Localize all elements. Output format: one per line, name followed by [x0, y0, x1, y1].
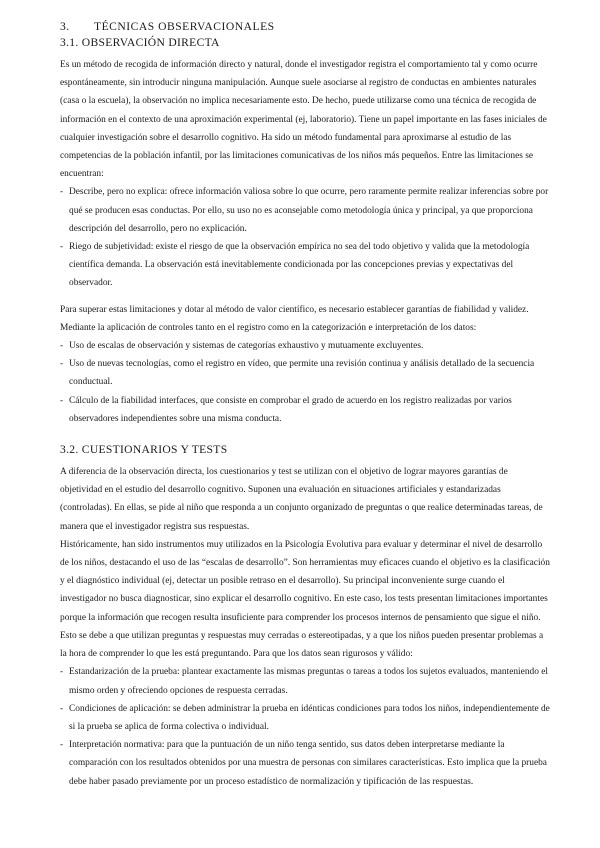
list-item: - Uso de escalas de observación y sistemas de categorías exhaustivo y mutuamente excluyentes. — [60, 337, 552, 355]
list-item: - Uso de nuevas tecnologías, como el registro en vídeo, que permite una revisión continua y análisis detallado de la secuencia conductual. — [60, 355, 552, 391]
section-title: TÉCNICAS OBSERVACIONALES — [94, 20, 275, 33]
list-item: - Condiciones de aplicación: se deben administrar la prueba en idénticas condiciones para todos los niños, independientemente de si la prueba se aplica de forma colectiva o individual. — [60, 700, 552, 736]
paragraph-cuestionarios-1: A diferencia de la observación directa, los cuestionarios y test se utilizan con el objetivo de lograr mayores garantías de objetividad en el estudio del desarrollo cognitivo. Suponen una evaluación en situaciones artificiales y estandarizadas (controladas). En ellas, se pide al niño que responda a un conjunto organizado de preguntas o que realice determinadas tareas, de manera que el investigador registra sus respuestas. — [60, 467, 543, 532]
subsection-title-observacion: 3.1. OBSERVACIÓN DIRECTA — [60, 36, 220, 49]
spacer — [60, 293, 552, 301]
list-item: - Cálculo de la fiabilidad interfaces, que consiste en comprobar el grado de acuerdo en los registro realizadas por varios observadores independientes sobre una misma conducta. — [60, 392, 552, 428]
paragraph-observacion-intro: Es un método de recogida de información directo y natural, donde el investigador registra el comportamiento tal y como ocurre espontáneamente, sin introducir ninguna manipulación. Aunque suele asociarse al registro de conductas en ambientes naturales (casa o la escuela), la observación no implica necesariamente esto. De hecho, puede utilizarse como una técnica de recogida de información en el contexto de una aproximación experimental (ej, laboratorio). Tiene un papel importante en las fases iniciales de cualquier investigación sobre el desarrollo cognitivo. Ha sido un método fundamental para aproximarse al estudio de las competencias de la población infantil, por las limitaciones comunicativas de los niños más pequeños. Entre las limitaciones se encuentran: — [60, 60, 547, 180]
spacer — [60, 428, 552, 437]
list-item: - Describe, pero no explica: ofrece información valiosa sobre lo que ocurre, pero raramente permite realizar inferencias sobre por qué se producen esas conductas. Por ello, su uso no es aconsejable como metodología única y principal, ya que proporciona descripción del desarrollo, pero no explicación. — [60, 183, 552, 238]
section-heading — [60, 20, 552, 36]
guarantees-list — [60, 337, 552, 428]
paragraph-cuestionarios-2: Históricamente, han sido instrumentos muy utilizados en la Psicología Evolutiva para evaluar y determinar el nivel de desarrollo de los niños, destacando el uso de las “escalas de desarrollo”. Son herramientas muy eficaces cuando el objetivo es la clasificación y el diagnóstico individual (ej, detectar un posible retraso en el desarrollo). Su principal inconveniente surge cuando el investigador no busca diagnosticar, sino explicar el desarrollo cognitivo. En este caso, los tests presentan limitaciones importantes porque la información que recogen resulta insuficiente para comprender los procesos internos de pensamiento que sigue el niño. Esto se debe a que utilizan preguntas y respuestas muy cerradas o estereotipadas, y a que los niños pueden presentar problemas a la hora de comprender lo que les está preguntando. Para que los datos sean rigurosos y válido: — [60, 539, 550, 660]
list-item: - Interpretación normativa: para que la puntuación de un niño tenga sentido, sus datos deben interpretarse mediante la comparación con los resultados obtenidos por una muestra de personas con similares características. Esto implica que la prueba debe haber pasado previamente por un proceso estadístico de normalización y tipificación de las respuestas. — [60, 736, 552, 791]
section-number: 3. — [60, 20, 70, 33]
conditions-list — [60, 663, 552, 790]
subsection-title-cuestionarios: 3.2. CUESTIONARIOS Y TESTS — [60, 443, 228, 457]
document-page — [60, 20, 552, 791]
paragraph-guarantees-intro: Para superar estas limitaciones y dotar al método de valor científico, es necesario establecer garantías de fiabilidad y validez. Mediante la aplicación de controles tanto en el registro como en la categorización e interpretación de los datos: — [60, 304, 529, 333]
list-item: - Estandarización de la prueba: plantear exactamente las mismas preguntas o tareas a todos los sujetos evaluados, manteniendo el mismo orden y ofreciendo opciones de respuesta cerradas. — [60, 663, 552, 699]
limitations-list — [60, 183, 552, 292]
list-item: - Riego de subjetividad: existe el riesgo de que la observación empírica no sea del todo objetivo y valida que la metodología científica demanda. La observación está inevitablemente condicionada por las concepciones previas y expectativas del observador. — [60, 238, 552, 293]
